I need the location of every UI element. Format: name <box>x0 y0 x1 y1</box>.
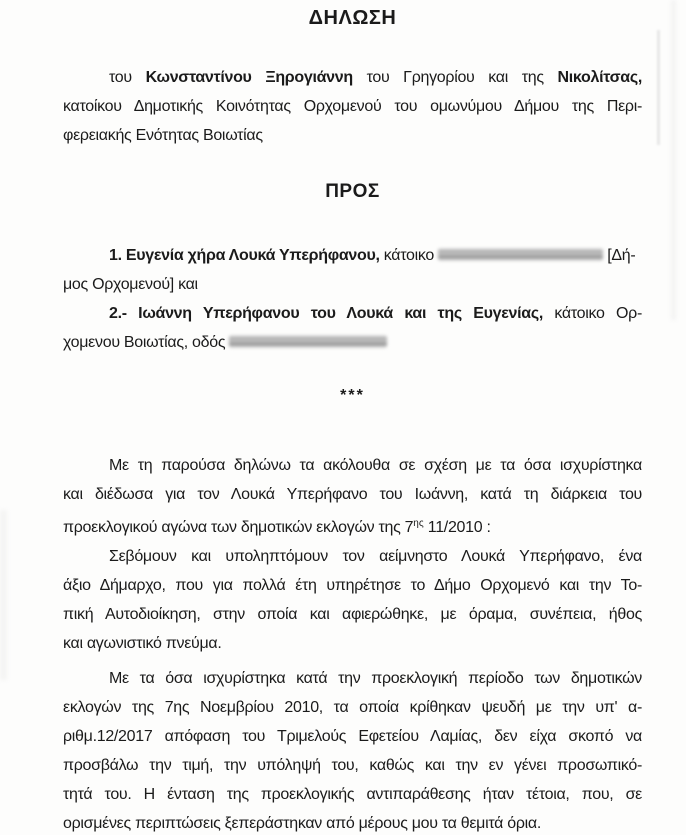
p1-line-3-date: 11/2010 : <box>423 519 491 536</box>
p3-line-1: Με τα όσα ισχυρίστηκα κατά την προεκλογική περίοδο των δημοτικών <box>109 670 642 687</box>
p3-line-5: τητά του. Η ένταση της προεκλογικής αντιπαράθεσης ήταν τέτοια, που, σε <box>63 786 642 803</box>
recipient-1-line-2: μος Ορχομενού] και <box>63 276 198 293</box>
ordinal-superscript: ης <box>413 518 424 529</box>
p3-line-2: εκλογών της 7ης Νοεμβρίου 2010, τα οποία κρίθηκαν ψευδή με την υπ' α- <box>63 699 642 716</box>
recipient-1-name: 1. Ευγενία χήρα Λουκά Υπερήφανου, <box>109 247 380 264</box>
redacted-address-blur-2 <box>229 335 387 348</box>
p1-line-3-text: προεκλογικού αγώνα των δημοτικών εκλογών της 7 <box>63 519 414 536</box>
declarant-paragraph <box>63 63 642 150</box>
declarant-patronymic: του Γρηγορίου και της <box>352 69 558 86</box>
recipient-2-resident-label: κάτοικο Ορ- <box>542 305 642 322</box>
p2-line-3: πική Αυτοδιοίκηση, στην οποία και αφιερώθηκε, με όραμα, συνέπεια, ήθος <box>63 606 642 623</box>
scan-artifact-right-band <box>671 0 676 320</box>
declarant-line-2: κατοίκου Δημοτικής Κοινότητας Ορχομενού του ομωνύμου Δήμου της Περι- <box>63 98 642 115</box>
scan-artifact-left-band <box>0 510 7 680</box>
recipient-1-resident-label: κάτοικο <box>379 247 439 264</box>
p2-line-2: άξιο Δήμαρχο, που για πολλά έτη υπηρέτησε το Δήμο Ορχομενό και την Το- <box>63 577 642 594</box>
body-paragraph-2 <box>63 542 642 658</box>
p1-line-1: Με τη παρούσα δηλώνω τα ακόλουθα σε σχέση με τα όσα ισχυρίστηκα <box>109 457 642 474</box>
p3-line-4: προσβάλω την τιμή, την υπόληψή του, καθώς και την εν γένει προσωπικό- <box>63 757 642 774</box>
redacted-address-blur-1 <box>438 248 603 261</box>
body-paragraph-3 <box>63 664 642 835</box>
document-title: ΔΗΛΩΣΗ <box>308 7 397 29</box>
p3-line-6: ορισμένες περιπτώσεις ξεπεράστηκαν από μέρους μου τα θεμιτά όρια. <box>63 815 541 832</box>
declarant-line-3: φερειακής Ενότητας Βοιωτίας <box>63 127 263 144</box>
p1-line-3 <box>63 509 642 542</box>
scan-artifact-streak <box>657 30 660 145</box>
document-content <box>63 0 642 835</box>
recipient-1-after-redaction: [Δή- <box>603 247 636 264</box>
recipient-2-line-1 <box>63 299 642 328</box>
p3-line-3: ριθμ.12/2017 απόφαση του Τριμελούς Εφετείου Λαμίας, δεν είχα σκοπό να <box>63 728 642 745</box>
to-header: ΠΡΟΣ <box>325 181 380 202</box>
recipient-2-line-2 <box>63 328 642 357</box>
recipient-2-name: 2.- Ιωάννη Υπερήφανου του Λουκά και της Ευγενίας, <box>109 305 543 322</box>
recipient-1-line-1 <box>63 241 642 270</box>
p1-line-2: και διέδωσα για τον Λουκά Υπερήφανο του Ιωάννη, κατά τη διάρκεια του <box>63 486 642 503</box>
asterisk-separator: *** <box>340 387 365 404</box>
declarant-line-1 <box>63 63 642 92</box>
declarant-prefix: του <box>109 69 146 86</box>
body-paragraph-1 <box>63 451 642 542</box>
recipient-2-street-label: χομενου Βοιωτίας, οδός <box>63 334 230 351</box>
recipients-list <box>63 241 642 357</box>
declarant-mother-name: Νικολίτσας, <box>557 69 642 86</box>
p2-line-4: και αγωνιστικό πνεύμα. <box>63 635 222 652</box>
p2-line-1: Σεβόμουν και υποληπτόμουν τον αείμνηστο Λουκά Υπερήφανο, ένα <box>109 548 642 565</box>
declarant-name: Κωνσταντίνου Ξηρογιάννη <box>145 69 353 86</box>
